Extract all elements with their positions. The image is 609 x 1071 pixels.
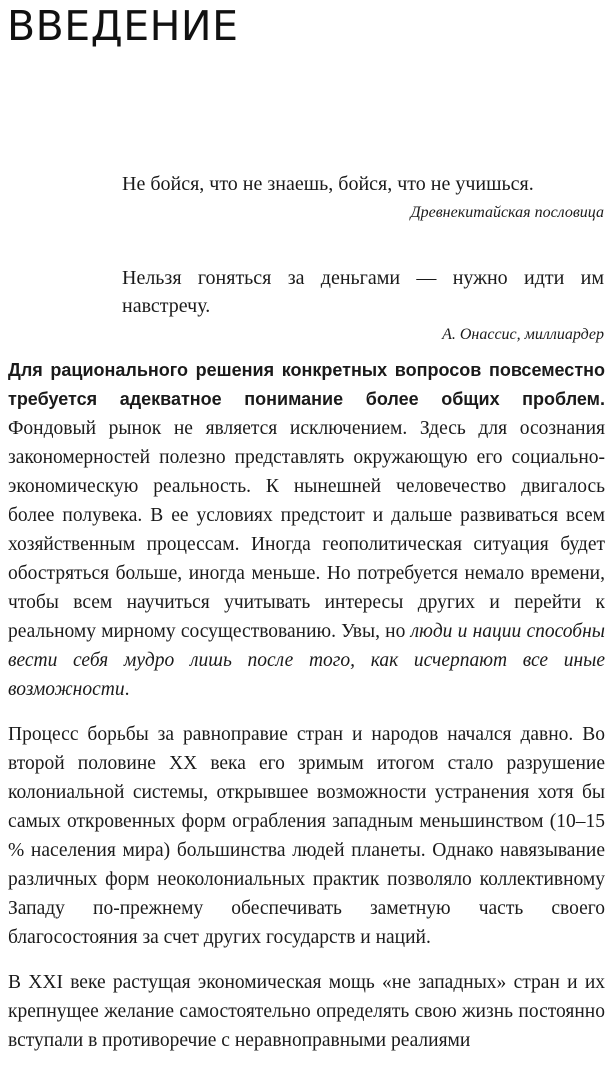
epigraph-source: А. Онассис, миллиардер [442,326,604,343]
chapter-title: ВВЕДЕНИЕ [7,2,239,50]
paragraph-tail: . [124,679,130,700]
lead-sentence: Для рационального решения конкретных вопросов повсеместно требуется адекватное понимание более общих проблем. [8,360,605,409]
epigraph-source: Древнекитайская пословица [410,204,604,221]
epigraph [122,264,604,346]
paragraph-text: Фондовый рынок не является исключением. Здесь для осознания закономерностей полезно представлять окружающую его социально-экономическую реальность. К нынешней человечество двигалось более полувека. В ее условиях предстоит и дальше развиваться всем хозяйственным процессам. Иногда геополитическая ситуация будет обостряться больше, иногда меньше. Но потребуется немало времени, чтобы всем научиться учитывать интересы других и перейти к реальному мирному сосуществованию. Увы, но [8,418,605,642]
paragraph [8,356,605,704]
emphasized-text: люди и нации способны вести себя мудро лишь после того, как исчерпают все иные возможности [8,621,605,700]
epigraphs [122,170,604,346]
epigraph-text: Нельзя гоняться за деньгами — нужно идти им навстречу. [122,267,604,317]
epigraph-text: Не бойся, что не знаешь, бойся, что не учишься. [122,173,534,195]
paragraph: Процесс борьбы за равноправие стран и народов начался давно. Во второй половине XX века его зримым итогом стало разрушение колониальной системы, открывшее возможности устранения хотя бы самых откровенных форм ограбления западным меньшинством (10–15 % населения мира) большинства людей планеты. Однако навязывание различных форм неоколониальных практик позволяло коллективному Западу по-прежнему обеспечивать заметную часть своего благосостояния за счет других государств и наций. [8,724,605,948]
paragraph: В XXI веке растущая экономическая мощь «не западных» стран и их крепнущее желание самостоятельно определять свою жизнь постоянно вступали в противоречие с неравноправными реалиями [8,972,605,1051]
epigraph [122,170,604,224]
body-text [8,356,605,1071]
